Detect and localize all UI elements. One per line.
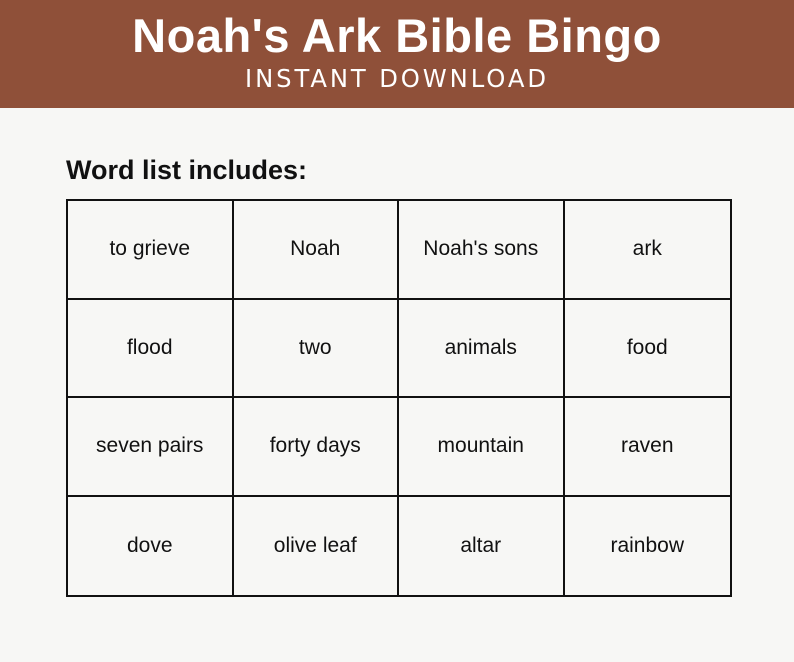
- word-cell: animals: [399, 300, 565, 399]
- word-cell: flood: [68, 300, 234, 399]
- word-cell: to grieve: [68, 201, 234, 300]
- word-cell: mountain: [399, 398, 565, 497]
- word-cell: Noah: [234, 201, 400, 300]
- word-cell: seven pairs: [68, 398, 234, 497]
- word-cell: raven: [565, 398, 731, 497]
- word-cell: altar: [399, 497, 565, 596]
- word-cell: food: [565, 300, 731, 399]
- page-subtitle: INSTANT DOWNLOAD: [245, 64, 549, 93]
- page-title: Noah's Ark Bible Bingo: [132, 9, 662, 62]
- word-list-heading: Word list includes:: [66, 155, 308, 185]
- word-cell: two: [234, 300, 400, 399]
- word-cell: ark: [565, 201, 731, 300]
- title-banner: [0, 0, 794, 108]
- word-cell: rainbow: [610, 533, 685, 557]
- word-cell: Noah's sons: [399, 201, 565, 300]
- word-cell: olive leaf: [234, 497, 400, 596]
- word-list-table: [66, 199, 732, 597]
- word-cell: dove: [68, 497, 234, 596]
- word-cell: forty days: [234, 398, 400, 497]
